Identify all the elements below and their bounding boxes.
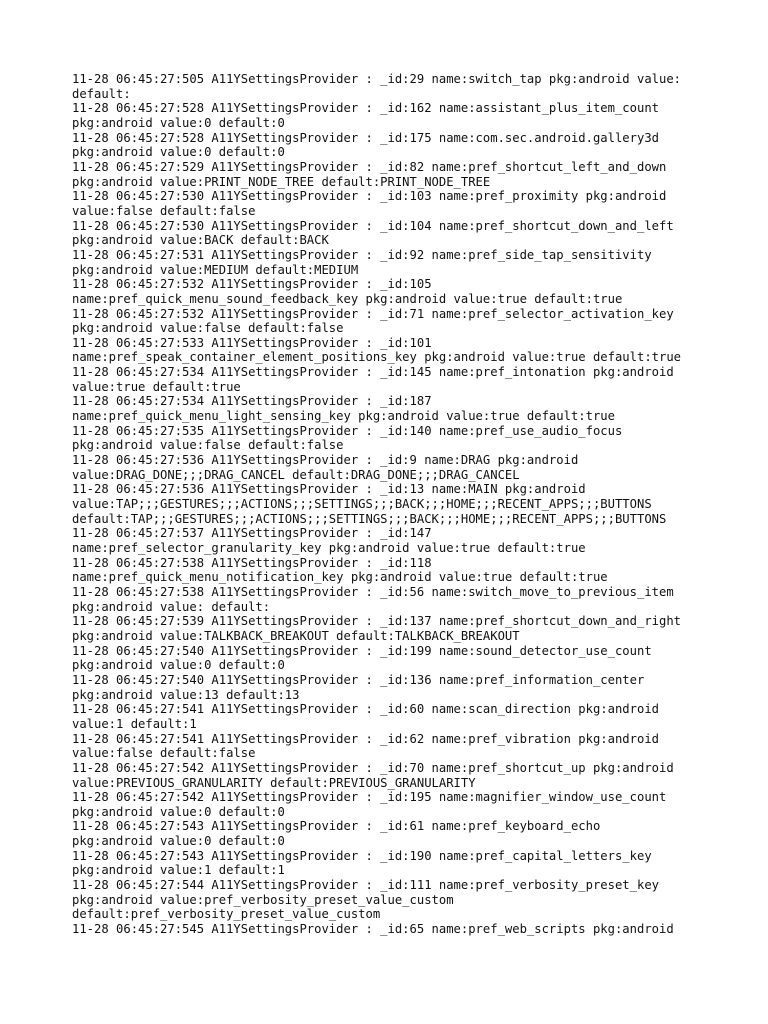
log-line: pkg:android value:0 default:0 [72, 115, 285, 130]
log-line: 11-28 06:45:27:539 A11YSettingsProvider : _id:137 name:pref_shortcut_down_and_right [72, 614, 682, 629]
log-line: 11-28 06:45:27:534 A11YSettingsProvider : _id:145 name:pref_intonation pkg:android [72, 365, 674, 380]
log-line: 11-28 06:45:27:505 A11YSettingsProvider : _id:29 name:switch_tap pkg:android value: [72, 72, 682, 86]
log-document [72, 72, 712, 937]
log-line: 11-28 06:45:27:536 A11YSettingsProvider : _id:13 name:MAIN pkg:android [72, 482, 586, 497]
log-line: 11-28 06:45:27:529 A11YSettingsProvider : _id:82 name:pref_shortcut_left_and_down [72, 159, 667, 174]
log-line: 11-28 06:45:27:542 A11YSettingsProvider : _id:70 name:pref_shortcut_up pkg:android [72, 760, 674, 775]
log-line: 11-28 06:45:27:538 A11YSettingsProvider : _id:56 name:switch_move_to_previous_item [72, 584, 674, 599]
log-line: 11-28 06:45:27:545 A11YSettingsProvider : _id:65 name:pref_web_scripts pkg:android [72, 922, 674, 937]
log-line: 11-28 06:45:27:532 A11YSettingsProvider : _id:71 name:pref_selector_activation_key [72, 306, 674, 321]
log-line: name:pref_quick_menu_sound_feedback_key pkg:android value:true default:true [72, 291, 623, 306]
log-line: 11-28 06:45:27:544 A11YSettingsProvider : _id:111 name:pref_verbosity_preset_key [72, 878, 659, 893]
log-line: 11-28 06:45:27:543 A11YSettingsProvider : _id:61 name:pref_keyboard_echo [72, 819, 601, 834]
log-line: value:false default:false [72, 746, 256, 761]
log-line: 11-28 06:45:27:530 A11YSettingsProvider : _id:103 name:pref_proximity pkg:android [72, 189, 667, 204]
log-line: default:TAP;;;GESTURES;;;ACTIONS;;;SETTINGS;;;BACK;;;HOME;;;RECENT_APPS;;;BUTTONS [72, 511, 667, 526]
log-line: pkg:android value:TALKBACK_BREAKOUT default:TALKBACK_BREAKOUT [72, 628, 520, 643]
log-line: 11-28 06:45:27:530 A11YSettingsProvider : _id:104 name:pref_shortcut_down_and_left [72, 218, 674, 233]
log-line: pkg:android value: default: [72, 599, 271, 614]
log-line: 11-28 06:45:27:541 A11YSettingsProvider : _id:60 name:scan_direction pkg:android [72, 702, 659, 717]
log-line: name:pref_quick_menu_light_sensing_key pkg:android value:true default:true [72, 409, 615, 424]
log-line: value:PREVIOUS_GRANULARITY default:PREVIOUS_GRANULARITY [72, 775, 476, 790]
log-line: name:pref_speak_container_element_positions_key pkg:android value:true default:true [72, 350, 682, 365]
log-line: default:pref_verbosity_preset_value_custom [72, 907, 381, 922]
log-line: name:pref_quick_menu_notification_key pkg:android value:true default:true [72, 570, 608, 585]
log-line: 11-28 06:45:27:541 A11YSettingsProvider : _id:62 name:pref_vibration pkg:android [72, 731, 659, 746]
log-line: value:true default:true [72, 379, 241, 394]
log-line: pkg:android value:false default:false [72, 438, 344, 453]
log-line: pkg:android value:0 default:0 [72, 834, 285, 849]
log-line: 11-28 06:45:27:532 A11YSettingsProvider : _id:105 [72, 277, 432, 292]
log-line: name:pref_selector_granularity_key pkg:android value:true default:true [72, 541, 586, 555]
log-line: 11-28 06:45:27:540 A11YSettingsProvider : _id:136 name:pref_information_center [72, 672, 645, 687]
log-line: value:TAP;;;GESTURES;;;ACTIONS;;;SETTINGS;;;BACK;;;HOME;;;RECENT_APPS;;;BUTTONS [72, 497, 652, 512]
log-line: pkg:android value:BACK default:BACK [72, 233, 329, 248]
log-line: pkg:android value:0 default:0 [72, 804, 285, 819]
log-line: 11-28 06:45:27:528 A11YSettingsProvider : _id:175 name:com.sec.android.gallery3d [72, 130, 659, 145]
log-line: pkg:android value:0 default:0 [72, 658, 285, 673]
log-line: pkg:android value:13 default:13 [72, 687, 300, 702]
log-line: pkg:android value:PRINT_NODE_TREE default:PRINT_NODE_TREE [72, 174, 491, 189]
log-line: 11-28 06:45:27:540 A11YSettingsProvider : _id:199 name:sound_detector_use_count [72, 643, 652, 658]
log-line: 11-28 06:45:27:542 A11YSettingsProvider : _id:195 name:magnifier_window_use_count [72, 790, 667, 805]
log-line: 11-28 06:45:27:528 A11YSettingsProvider : _id:162 name:assistant_plus_item_count [72, 101, 659, 116]
log-line: pkg:android value:0 default:0 [72, 145, 285, 160]
log-line: 11-28 06:45:27:531 A11YSettingsProvider : _id:92 name:pref_side_tap_sensitivity [72, 247, 652, 262]
log-line: 11-28 06:45:27:537 A11YSettingsProvider : _id:147 [72, 526, 432, 541]
log-line: default: [72, 86, 131, 101]
log-line: 11-28 06:45:27:538 A11YSettingsProvider : _id:118 [72, 555, 432, 570]
log-line: pkg:android value:MEDIUM default:MEDIUM [72, 262, 359, 277]
log-line: value:false default:false [72, 203, 256, 218]
log-line: value:DRAG_DONE;;;DRAG_CANCEL default:DRAG_DONE;;;DRAG_CANCEL [72, 467, 520, 482]
log-line: 11-28 06:45:27:534 A11YSettingsProvider : _id:187 [72, 394, 432, 409]
log-line: pkg:android value:1 default:1 [72, 863, 285, 878]
log-line: 11-28 06:45:27:533 A11YSettingsProvider : _id:101 [72, 335, 432, 350]
log-line: pkg:android value:pref_verbosity_preset_value_custom [72, 892, 454, 907]
log-line: 11-28 06:45:27:535 A11YSettingsProvider : _id:140 name:pref_use_audio_focus [72, 423, 623, 438]
log-line: pkg:android value:false default:false [72, 321, 344, 336]
log-line: value:1 default:1 [72, 716, 197, 731]
log-line: 11-28 06:45:27:543 A11YSettingsProvider : _id:190 name:pref_capital_letters_key [72, 848, 652, 863]
log-line: 11-28 06:45:27:536 A11YSettingsProvider : _id:9 name:DRAG pkg:android [72, 453, 579, 468]
